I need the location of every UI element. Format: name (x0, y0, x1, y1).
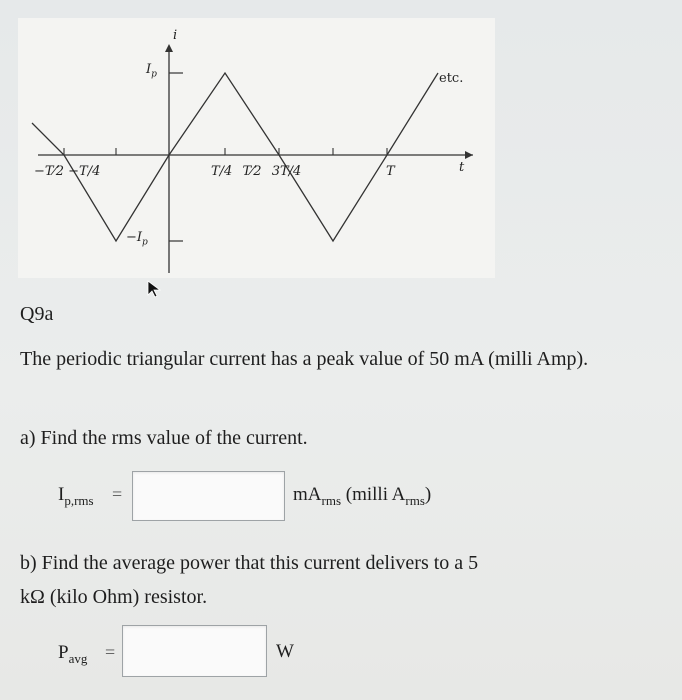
neg-tick-labels: −T⁄2 −T/4 (34, 164, 101, 179)
waveform-plot (18, 18, 495, 278)
part-a-prompt: a) Find the rms value of the current. (20, 427, 308, 449)
irms-variable-label: $I_{p,rms}$ (58, 484, 94, 508)
mouse-cursor-icon (146, 279, 164, 299)
equals-sign-a: = (112, 484, 123, 504)
neg-peak-label: $-I_p$ (126, 230, 148, 248)
part-b-prompt (20, 546, 478, 614)
part-b-line1: b) Find the average power that this current delivers to a 5 (20, 552, 479, 574)
triangular-wave-figure (18, 18, 495, 278)
pavg-variable-label: $P_{avg}$ (58, 642, 88, 666)
pos-tick-labels: T/4 T⁄2 3T/4 (211, 164, 302, 179)
part-b-line2: kΩ (kilo Ohm) resistor. (20, 586, 208, 608)
i-axis-arrow (165, 44, 173, 52)
question-statement: The periodic triangular current has a peak value of 50 mA (milli Amp). (20, 348, 589, 370)
question-number: Q9a (20, 303, 54, 325)
axis-t-label: t (459, 160, 465, 175)
equals-sign-b: = (105, 642, 116, 662)
pavg-answer-input[interactable] (122, 625, 267, 677)
t-axis-arrow (465, 151, 473, 159)
t-period-label: T (386, 164, 395, 179)
irms-unit-label: $mA_{rms}$ (milli $A_{rms}$) (293, 484, 432, 508)
pavg-unit-label: W (276, 641, 294, 662)
etc-label: etc. (439, 71, 464, 86)
irms-answer-input[interactable] (132, 471, 285, 521)
triangular-waveform (32, 73, 438, 241)
axis-i-label: i (173, 28, 178, 43)
peak-label: $I_p$ (146, 62, 157, 80)
